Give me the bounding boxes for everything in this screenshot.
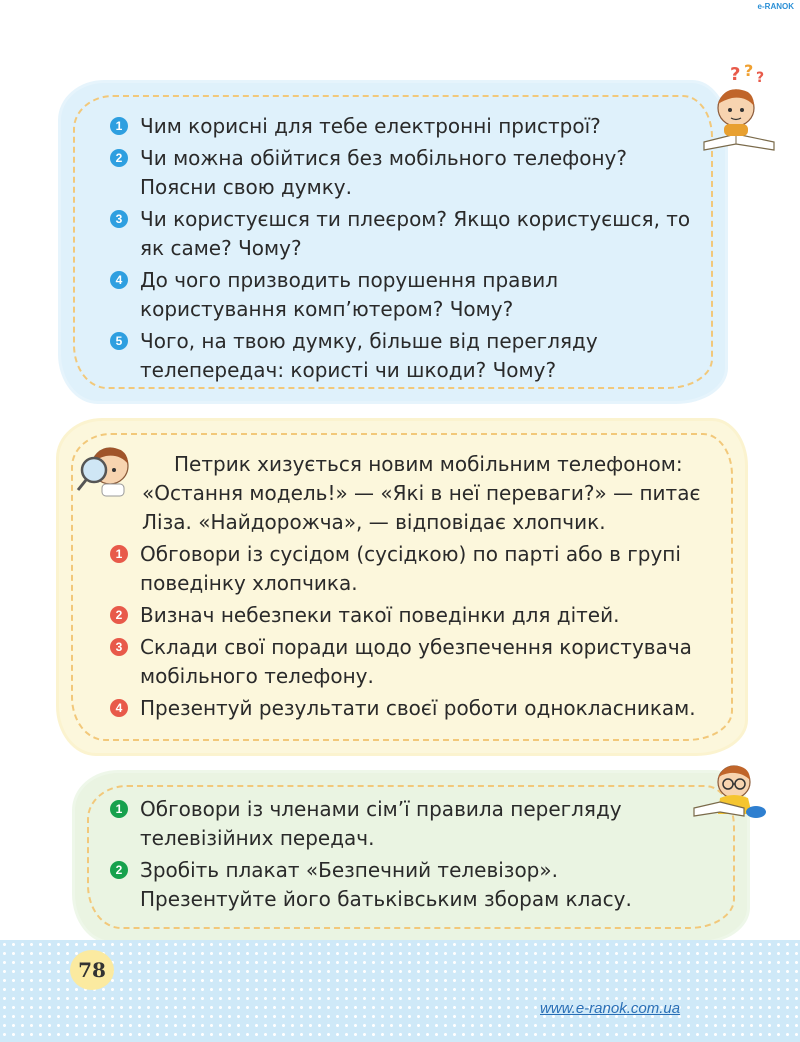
number-badge: 1 (110, 117, 128, 135)
item-text: Обговори із сусідом (сусідкою) по парті або в групі поведінку хлопчика. (140, 542, 681, 595)
number-badge: 4 (110, 699, 128, 717)
item-text: Зробіть плакат «Безпечний телевізор». Презентуйте його батьківським зборам класу. (140, 858, 632, 911)
list-item (110, 540, 724, 598)
list-item (110, 205, 702, 263)
list-item (110, 327, 702, 385)
magnifier-boy-icon (74, 440, 136, 498)
reading-boy-icon (690, 760, 770, 822)
item-text: Чим корисні для тебе електронні пристрої? (140, 114, 601, 138)
item-text: Склади свої поради щодо убезпечення користувача мобільного телефону. (140, 635, 692, 688)
story-intro: Петрик хизується новим мобільним телефоном: «Остання модель!» — «Які в неї переваги?» — питає Ліза. «Найдорожча», — відповідає хлопчик. (142, 452, 701, 534)
tasks-list (110, 540, 724, 726)
list-item (110, 856, 700, 914)
item-text: Обговори із членами сім’ї правила перегляду телевізійних передач. (140, 797, 622, 850)
list-item (110, 266, 702, 324)
home-tasks-list (110, 795, 700, 917)
list-item (110, 601, 724, 630)
footer-band (0, 940, 800, 1042)
list-item (110, 112, 702, 141)
item-text: Чого, на твою думку, більше від перегляду телепередач: користі чи шкоди? Чому? (140, 329, 598, 382)
number-badge: 2 (110, 149, 128, 167)
number-badge: 3 (110, 638, 128, 656)
svg-text:?: ? (756, 70, 765, 86)
number-badge: 3 (110, 210, 128, 228)
number-badge: 1 (110, 545, 128, 563)
item-text: Чи користуєшся ти плеєром? Якщо користуєшся, то як саме? Чому? (140, 207, 691, 260)
item-text: Чи можна обійтися без мобільного телефону? Поясни свою думку. (140, 146, 627, 199)
item-text: Презентуй результати своєї роботи однокласникам. (140, 696, 696, 720)
item-text: Визнач небезпеки такої поведінки для дітей. (140, 603, 620, 627)
brand-logo: e-RANOK (757, 2, 794, 11)
number-badge: 2 (110, 861, 128, 879)
number-badge: 4 (110, 271, 128, 289)
thinking-boy-icon (696, 62, 788, 158)
item-text: До чого призводить порушення правил користування комп’ютером? Чому? (140, 268, 559, 321)
page-number: 78 (70, 950, 114, 990)
number-badge: 5 (110, 332, 128, 350)
list-item (110, 694, 724, 723)
website-link[interactable]: www.e-ranok.com.ua (540, 1000, 681, 1017)
list-item (110, 144, 702, 202)
svg-text:?: ? (730, 64, 741, 85)
number-badge: 1 (110, 800, 128, 818)
list-item (110, 795, 700, 853)
svg-text:?: ? (744, 62, 754, 80)
list-item (110, 633, 724, 691)
number-badge: 2 (110, 606, 128, 624)
questions-list (110, 112, 702, 388)
